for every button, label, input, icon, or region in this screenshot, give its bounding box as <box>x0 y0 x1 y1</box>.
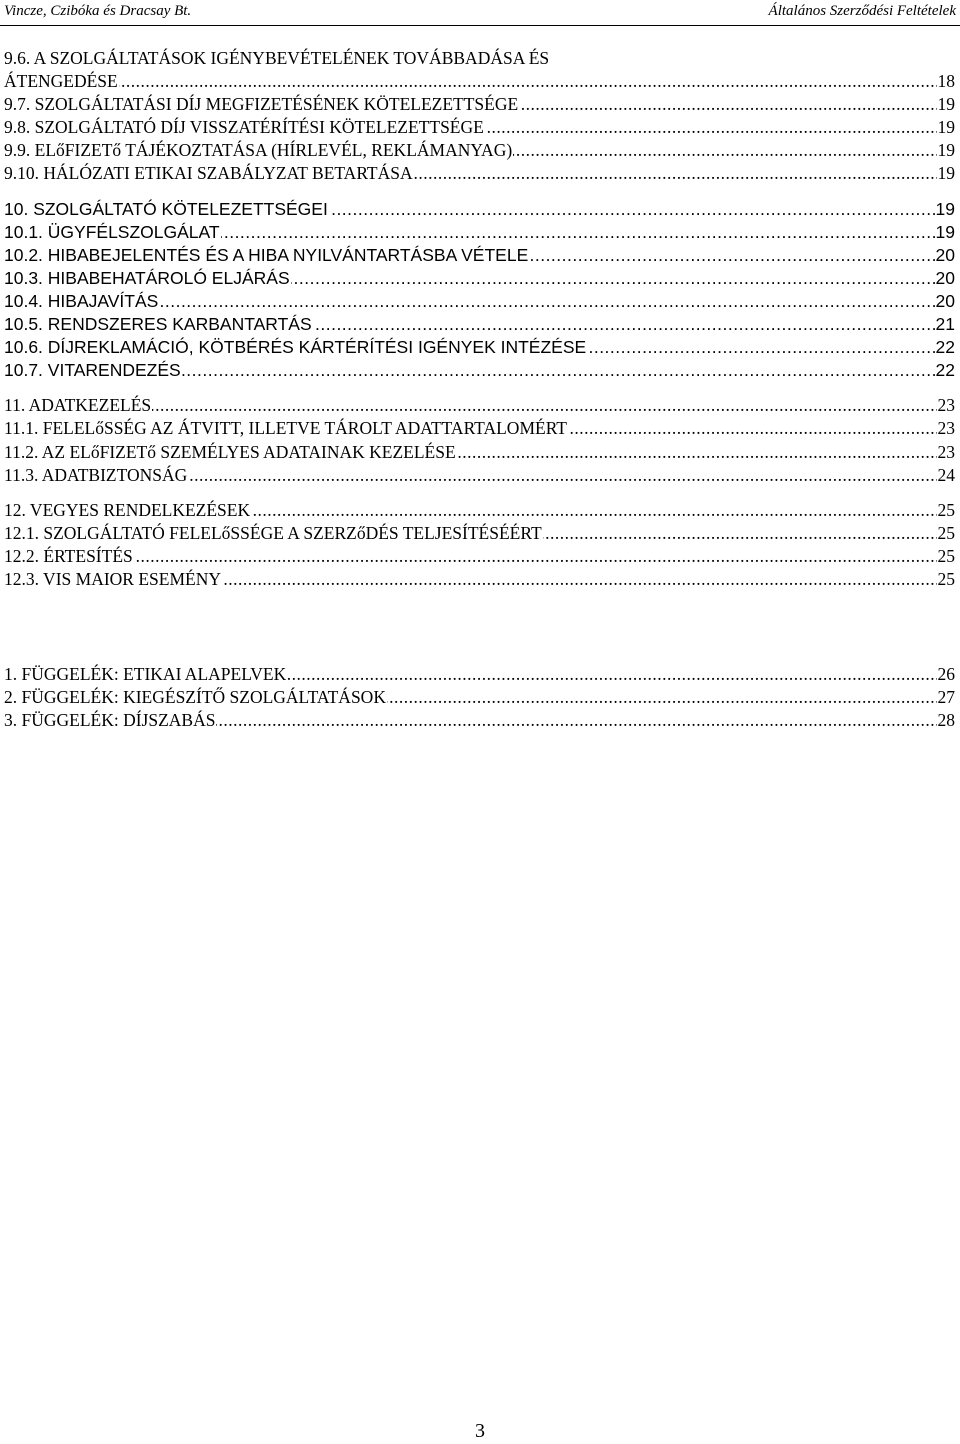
toc-entry-10-1[interactable] <box>4 221 955 244</box>
toc-entry-page: 19 <box>937 162 956 185</box>
toc-entry-label: 9.8. SZOLGÁLTATÓ DÍJ VISSZATÉRÍTÉSI KÖTELEZETTSÉGE <box>4 117 484 138</box>
toc-entry-page: 20 <box>935 267 955 290</box>
toc-entry-12[interactable] <box>4 499 955 522</box>
toc-entry-11-3[interactable] <box>4 464 955 487</box>
toc-entry-label: 9.7. SZOLGÁLTATÁSI DÍJ MEGFIZETÉSÉNEK KÖTELEZETTSÉGE <box>4 94 519 115</box>
toc-entry-page: 20 <box>935 290 955 313</box>
toc-entry-label: 10.5. RENDSZERES KARBANTARTÁS <box>4 314 312 335</box>
toc-entry-page: 26 <box>937 663 956 686</box>
toc-entry-page: 19 <box>935 221 955 244</box>
toc-entry-page: 19 <box>937 93 956 116</box>
toc-entry-label: 10. SZOLGÁLTATÓ KÖTELEZETTSÉGEI <box>4 198 328 219</box>
toc-entry-page: 23 <box>937 394 956 417</box>
toc-entry-10-7[interactable] <box>4 359 955 382</box>
page-header <box>0 0 960 26</box>
toc-entry-12-2[interactable] <box>4 545 955 568</box>
toc-entry-9-10[interactable] <box>4 162 955 185</box>
toc-entry-10[interactable] <box>4 198 955 221</box>
toc-entry-label: 1. FÜGGELÉK: ETIKAI ALAPELVEK <box>4 664 287 685</box>
toc-entry-label: 12.3. VIS MAIOR ESEMÉNY <box>4 568 221 589</box>
toc-entry-page: 25 <box>937 522 956 545</box>
table-of-contents <box>4 47 955 732</box>
toc-entry-10-2[interactable] <box>4 244 955 267</box>
toc-entry-label: 11.3. ADATBIZTONSÁG <box>4 464 188 485</box>
toc-entry-label: 10.6. DÍJREKLAMÁCIÓ, KÖTBÉRÉS KÁRTÉRÍTÉSI IGÉNYEK INTÉZÉSE <box>4 337 587 358</box>
toc-entry-page: 23 <box>937 441 956 464</box>
toc-entry-12-3[interactable] <box>4 568 955 591</box>
toc-entry-label: 3. FÜGGELÉK: DÍJSZABÁS <box>4 710 216 731</box>
toc-entry-label: 12.1. SZOLGÁLTATÓ FELELőSSÉGE A SZERZőDÉS TELJESÍTÉSÉÉRT <box>4 522 542 543</box>
toc-entry-9-6-line1: 9.6. A SZOLGÁLTATÁSOK IGÉNYBEVÉTELÉNEK TOVÁBBADÁSA ÉS <box>4 48 550 68</box>
toc-entry-page: 27 <box>937 686 956 709</box>
toc-entry-label: 10.1. ÜGYFÉLSZOLGÁLAT <box>4 221 220 242</box>
toc-entry-label: 10.7. VITARENDEZÉS <box>4 360 181 381</box>
toc-entry-page: 25 <box>937 545 956 568</box>
header-company: Vincze, Czibóka és Dracsay Bt. <box>4 3 192 19</box>
toc-entry-11-2[interactable] <box>4 441 955 464</box>
toc-entry-page: 20 <box>935 244 955 267</box>
toc-entry-label: 9.9. ELőFIZETő TÁJÉKOZTATÁSA (HÍRLEVÉL, REKLÁMANYAG) <box>4 140 513 161</box>
toc-entry-9-9[interactable] <box>4 139 955 162</box>
toc-entry-11-1[interactable] <box>4 417 955 440</box>
toc-entry-9-6[interactable] <box>4 70 955 93</box>
toc-entry-appendix-2[interactable] <box>4 686 955 709</box>
toc-entry-page: 24 <box>937 464 956 487</box>
page-number: 3 <box>475 1420 485 1442</box>
toc-entry-page: 19 <box>937 116 956 139</box>
toc-entry-page: 19 <box>935 198 955 221</box>
toc-entry-label: 10.3. HIBABEHATÁROLÓ ELJÁRÁS <box>4 267 290 288</box>
toc-entry-10-4[interactable] <box>4 290 955 313</box>
toc-entry-page: 21 <box>935 313 955 336</box>
toc-entry-11[interactable] <box>4 394 955 417</box>
toc-entry-page: 23 <box>937 417 956 440</box>
toc-entry-label: 12. VEGYES RENDELKEZÉSEK <box>4 499 251 520</box>
toc-entry-9-7[interactable] <box>4 93 955 116</box>
header-document-title: Általános Szerződési Feltételek <box>768 3 956 19</box>
toc-entry-page: 25 <box>937 499 956 522</box>
toc-entry-appendix-1[interactable] <box>4 663 955 686</box>
toc-entry-page: 28 <box>937 709 956 732</box>
toc-entry-label: 9.10. HÁLÓZATI ETIKAI SZABÁLYZAT BETARTÁSA <box>4 163 413 184</box>
toc-entry-label: 10.4. HIBAJAVÍTÁS <box>4 290 159 311</box>
toc-entry-page: 18 <box>937 70 956 93</box>
toc-entry-label: 11. ADATKEZELÉS <box>4 395 152 416</box>
toc-entry-label: ÁTENGEDÉSE <box>4 71 118 92</box>
toc-entry-page: 22 <box>935 359 955 382</box>
toc-entry-10-5[interactable] <box>4 313 955 336</box>
toc-entry-label: 2. FÜGGELÉK: KIEGÉSZÍTŐ SZOLGÁLTATÁSOK <box>4 687 386 708</box>
toc-entry-10-3[interactable] <box>4 267 955 290</box>
toc-entry-9-8[interactable] <box>4 116 955 139</box>
toc-entry-label: 11.2. AZ ELőFIZETő SZEMÉLYES ADATAINAK KEZELÉSE <box>4 441 456 462</box>
toc-entry-label: 11.1. FELELőSSÉG AZ ÁTVITT, ILLETVE TÁROLT ADATTARTALOMÉRT <box>4 418 567 439</box>
toc-entry-page: 22 <box>935 336 955 359</box>
toc-entry-page: 19 <box>937 139 956 162</box>
toc-entry-label: 12.2. ÉRTESÍTÉS <box>4 545 133 566</box>
toc-entry-12-1[interactable] <box>4 522 955 545</box>
toc-entry-appendix-3[interactable] <box>4 709 955 732</box>
toc-entry-10-6[interactable] <box>4 336 955 359</box>
toc-entry-label: 10.2. HIBABEJELENTÉS ÉS A HIBA NYILVÁNTARTÁSBA VÉTELE <box>4 244 529 265</box>
toc-entry-page: 25 <box>937 568 956 591</box>
